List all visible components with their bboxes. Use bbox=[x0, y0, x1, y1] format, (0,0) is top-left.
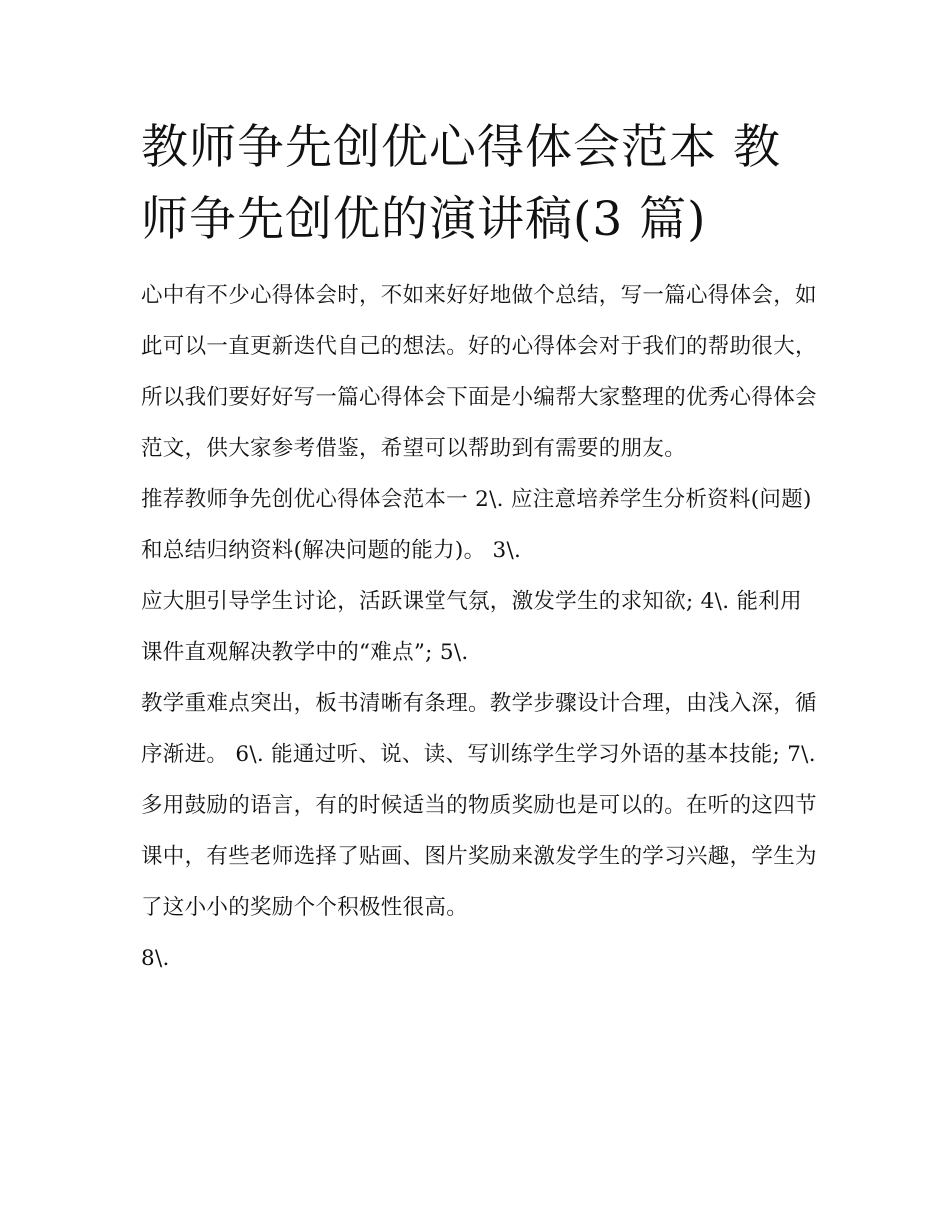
paragraph-item-4: 应大胆引导学生讨论，活跃课堂气氛，激发学生的求知欲; 4\. 能利用课件直观解决教学中的“难点”; 5\. bbox=[141, 589, 802, 665]
document-page bbox=[141, 112, 821, 984]
paragraph-item-6: 教学重难点突出，板书清晰有条理。教学步骤设计合理，由浅入深，循序渐进。 6\. 能通过听、说、读、写训练学生学习外语的基本技能; 7\. bbox=[141, 691, 817, 767]
paragraph-intro: 心中有不少心得体会时，不如来好好地做个总结，写一篇心得体会，如此可以一直更新迭代自己的想法。好的心得体会对于我们的帮助很大，所以我们要好好写一篇心得体会下面是小编帮大家整理的优秀心得体会范文，供大家参考借鉴，希望可以帮助到有需要的朋友。 bbox=[141, 283, 817, 461]
document-body bbox=[141, 270, 821, 984]
document-title: 教师争先创优心得体会范本 教师争先创优的演讲稿(3 篇) bbox=[141, 120, 781, 247]
paragraph-encouragement: 多用鼓励的语言，有的时候适当的物质奖励也是可以的。在听的这四节课中，有些老师选择了贴画、图片奖励来激发学生的学习兴趣，学生为了这小小的奖励个个积极性很高。 bbox=[141, 793, 817, 920]
paragraph-item-8: 8\. bbox=[141, 946, 170, 971]
paragraph-item-2: 推荐教师争先创优心得体会范本一 2\. 应注意培养学生分析资料(问题)和总结归纳资料(解决问题的能力)。 3\. bbox=[141, 487, 812, 563]
